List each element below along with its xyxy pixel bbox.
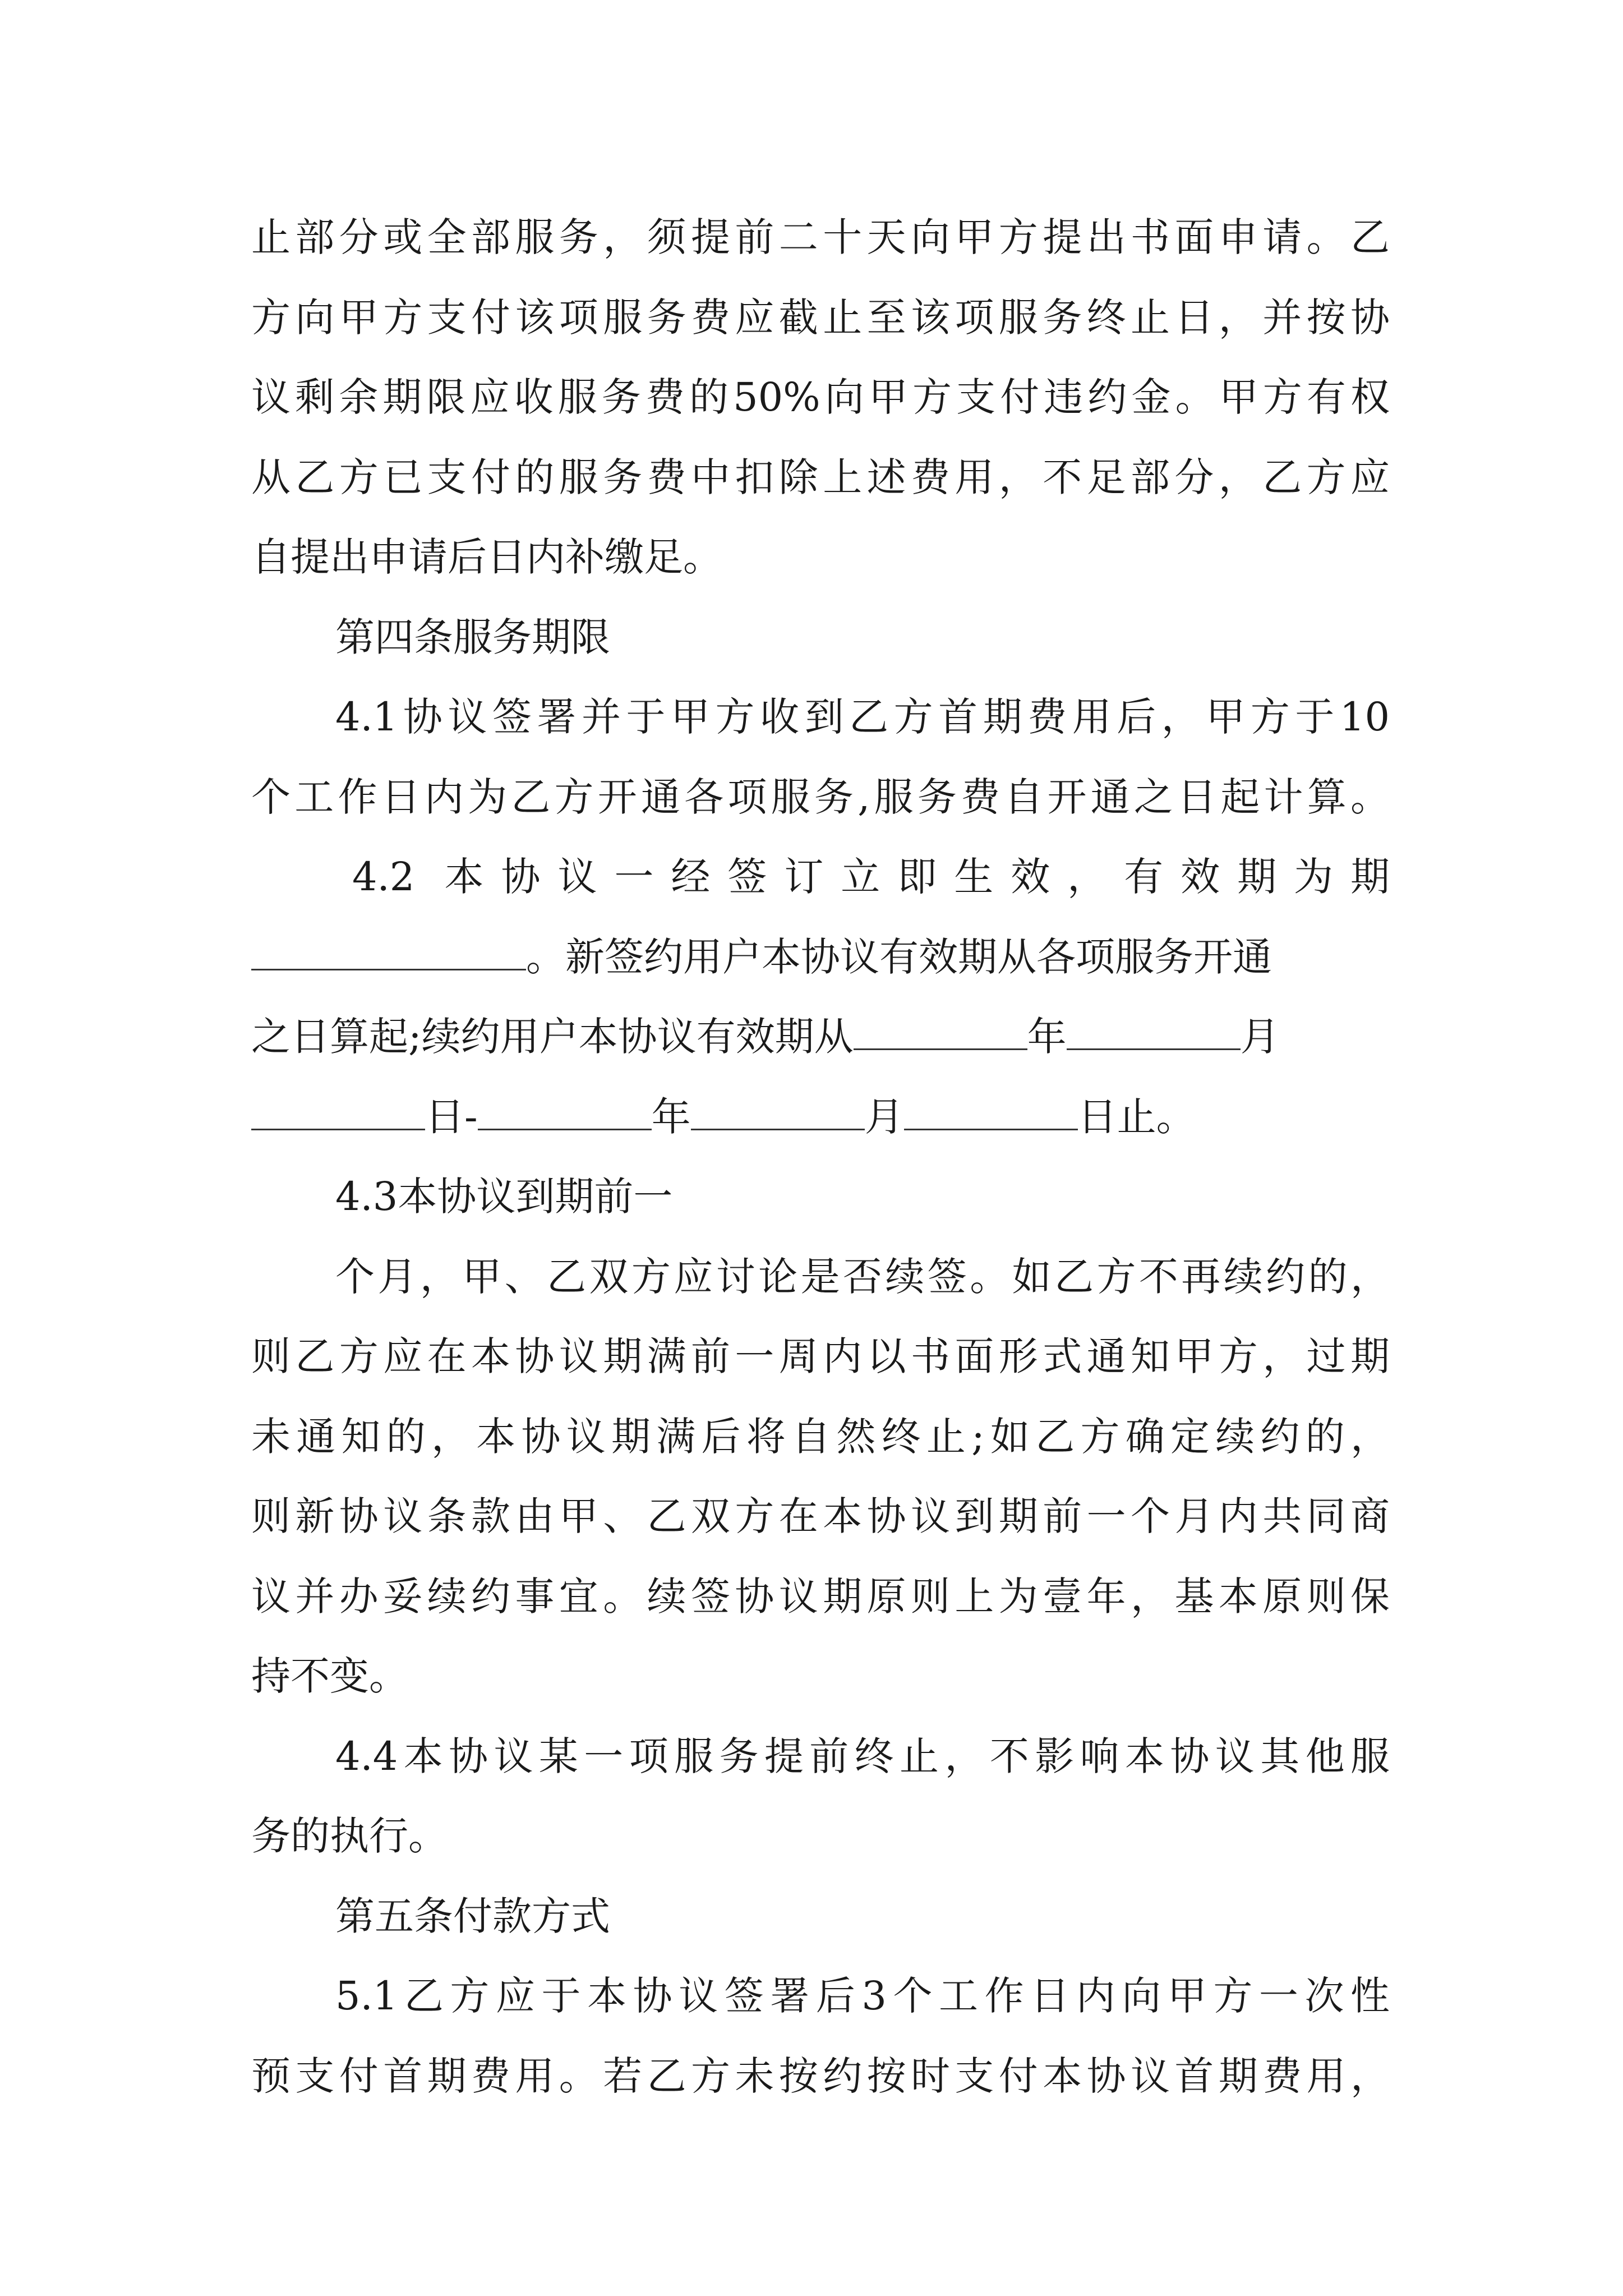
clause-4-2-line [251, 1077, 1390, 1157]
month-blank [691, 1099, 865, 1130]
clause-text: 月 [864, 1093, 904, 1140]
day-blank [904, 1099, 1078, 1130]
clause-4-3-line: 4.3本协议到期前一 [335, 1174, 673, 1220]
section-heading-5: 第五条付款方式 [335, 1893, 610, 1939]
clause-5-1-line: 5.1乙方应于本协议签署后3个工作日内向甲方一次性 [335, 1973, 1390, 2019]
clause-text: 月 [1240, 1014, 1280, 1060]
paragraph-line: 止部分或全部服务，须提前二十天向甲方提出书面申请。乙 [251, 214, 1390, 260]
section-heading-4: 第四条服务期限 [335, 614, 610, 660]
paragraph-line: 从乙方已支付的服务费中扣除上述费用，不足部分，乙方应 [251, 454, 1390, 500]
day-blank [251, 1099, 425, 1130]
clause-text: 年 [651, 1093, 691, 1140]
clause-5-1-line: 预支付首期费用。若乙方未按约按时支付本协议首期费用， [251, 2053, 1390, 2099]
clause-4-3-line: 个月，甲、乙双方应讨论是否续签。如乙方不再续约的， [335, 1253, 1390, 1300]
clause-4-4-line: 4.4本协议某一项服务提前终止，不影响本协议其他服 [335, 1733, 1390, 1779]
paragraph-line: 自提出申请后日内补缴足。 [251, 534, 722, 580]
clause-text: 之日算起;续约用户本协议有效期从 [251, 1014, 854, 1060]
clause-4-2-line [251, 997, 1390, 1077]
clause-text: 日止。 [1077, 1093, 1196, 1140]
clause-text: 日- [425, 1093, 478, 1140]
term-blank [251, 940, 526, 970]
paragraph-line: 议剩余期限应收服务费的50%向甲方支付违约金。甲方有权 [251, 374, 1390, 420]
clause-4-2-line: 4.2 本协议一经签订立即生效，有效期为期 [352, 854, 1390, 900]
year-blank [478, 1099, 652, 1130]
clause-4-2-line [251, 917, 1390, 997]
clause-4-1-line: 个工作日内为乙方开通各项服务,服务费自开通之日起计算。 [251, 774, 1390, 820]
clause-4-3-line: 则新协议条款由甲、乙双方在本协议到期前一个月内共同商 [251, 1493, 1390, 1539]
clause-4-3-line: 持不变。 [251, 1653, 408, 1699]
year-blank [854, 1019, 1027, 1050]
clause-4-1-line: 4.1协议签署并于甲方收到乙方首期费用后，甲方于10 [335, 694, 1390, 740]
month-blank [1067, 1019, 1241, 1050]
clause-4-3-line: 则乙方应在本协议期满前一周内以书面形式通知甲方，过期 [251, 1333, 1390, 1379]
clause-4-3-line: 未通知的，本协议期满后将自然终止;如乙方确定续约的， [251, 1413, 1390, 1460]
clause-4-4-line: 务的执行。 [251, 1813, 448, 1859]
clause-4-3-line: 议并办妥续约事宜。续签协议期原则上为壹年，基本原则保 [251, 1573, 1390, 1619]
clause-text: 年 [1027, 1014, 1067, 1060]
clause-text: 。新签约用户本协议有效期从各项服务开通 [526, 933, 1272, 980]
document-page [251, 197, 1390, 2116]
paragraph-line: 方向甲方支付该项服务费应截止至该项服务终止日，并按协 [251, 294, 1390, 341]
